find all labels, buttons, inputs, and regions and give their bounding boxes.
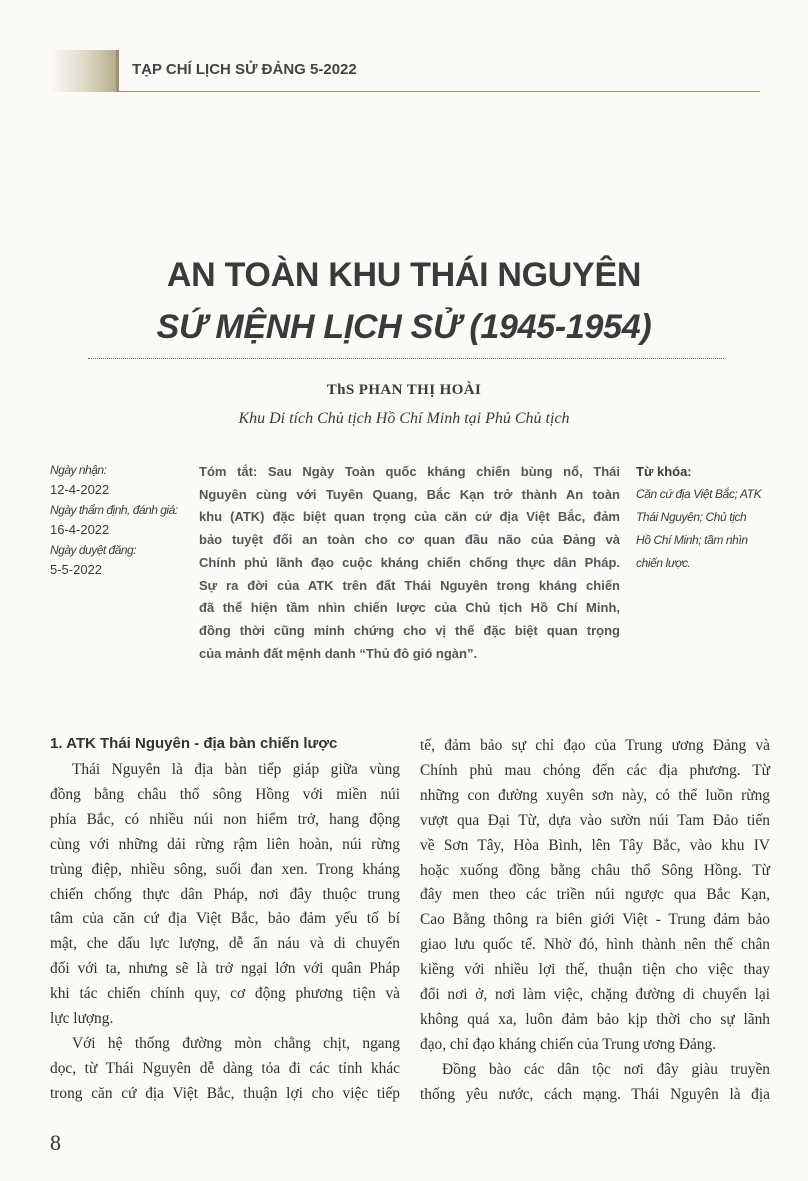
author-name: ThS PHAN THỊ HOÀI (326, 382, 482, 398)
approved-date: 5-5-2022 (50, 562, 103, 577)
text-line: đạo, chỉ đạo kháng chiến của Trung ương Đảng. (420, 1035, 717, 1053)
text-line: trùng điệp, nhiều sông, suối đan xen. Trong kháng (50, 860, 400, 878)
keywords-line: Căn cứ địa Việt Bắc; ATK (636, 487, 762, 501)
text-line: đối với ta, nhưng sẽ là trở ngại lớn với quân Pháp (50, 960, 400, 978)
page-number: 8 (50, 1130, 61, 1155)
author-affiliation: Khu Di tích Chủ tịch Hồ Chí Minh tại Phủ Chủ tịch (238, 410, 570, 427)
body-column-left (50, 732, 400, 1107)
title-divider (88, 358, 724, 359)
section-heading: 1. ATK Thái Nguyên - địa bàn chiến lược (50, 735, 338, 752)
abstract-line: của mảnh đất mệnh danh “Thủ đô gió ngàn”. (199, 645, 478, 661)
text-line: khi tác chiến chính quy, cơ động phương tiện và (50, 985, 400, 1003)
keywords-line: Hồ Chí Minh; tầm nhìn (636, 533, 748, 547)
text-line: mật, che dấu lực lượng, dễ ẩn náu và di chuyển (50, 935, 400, 953)
abstract-line: đã thể hiện tầm nhìn chiến lược của Chủ tịch Hồ Chí Minh, (199, 600, 620, 616)
text-line: Với hệ thống đường mòn chằng chịt, ngang (72, 1034, 400, 1052)
received-label: Ngày nhận: (50, 463, 107, 477)
article-dates (50, 461, 190, 581)
text-line: thống yêu nước, cách mạng. Thái Nguyên là địa (420, 1085, 770, 1103)
text-line: Cao Bằng thông ra biên giới Việt - Trung đảm bảo (420, 911, 770, 929)
text-line: cùng với những dải rừng rậm liên hoàn, núi rừng (50, 835, 400, 853)
text-line: về Sơn Tây, Hòa Bình, lên Tây Bắc, vào khu IV (420, 836, 770, 854)
reviewed-date: 16-4-2022 (50, 522, 110, 537)
paragraph (50, 758, 400, 1032)
abstract-line: Nguyên cùng với Tuyên Quang, Bắc Kạn trở thành An toàn (199, 486, 620, 502)
paragraph (420, 1058, 770, 1108)
header-rule (116, 91, 760, 92)
text-line: vượt qua Đại Từ, dựa vào sườn núi Tam Đảo tiến (420, 811, 770, 829)
abstract-line: khu (ATK) đặc biệt quan trọng của căn cứ địa Việt Bắc, đảm (199, 509, 620, 525)
text-line: chiến chống thực dân Pháp, nơi đây thuộc trung (50, 885, 400, 903)
text-line: kiềng với nhiều lợi thế, thuận tiện cho việc thay (420, 961, 770, 979)
text-line: đồng bằng châu thổ sông Hồng với miền núi (50, 785, 400, 803)
body-column-right (420, 734, 770, 1108)
abstract-line: Chính phủ lãnh đạo cuộc kháng chiến chống thực dân Pháp. (199, 554, 620, 570)
abstract (199, 461, 620, 665)
text-line: không quá xa, luôn đảm bảo kịp thời cho sự lãnh (420, 1010, 770, 1028)
text-line: Đồng bào các dân tộc nơi đây giàu truyền (442, 1060, 770, 1078)
text-line: đổi nơi ở, nơi làm việc, chặng đường di chuyển lại (420, 986, 770, 1004)
text-line: phía Bắc, có nhiều núi non hiểm trở, hang động (50, 810, 400, 828)
text-line: tế, đảm bảo sự chỉ đạo của Trung ương Đảng và (420, 737, 770, 754)
keywords-label: Từ khóa: (636, 464, 692, 479)
article-title-line1: AN TOÀN KHU THÁI NGUYÊN (166, 256, 642, 294)
text-line: đây men theo các triền núi ngược qua Bắc Kạn, (420, 886, 770, 904)
text-line: giao lưu quốc tế. Nhờ đó, hình thành nên thế chân (420, 936, 770, 954)
keywords-line: chiến lược. (636, 556, 691, 570)
paragraph (50, 1032, 400, 1107)
abstract-line: bảo tuyệt đối an toàn cho cơ quan đầu não của Đảng và (199, 532, 620, 548)
header-accent-bar (116, 50, 119, 92)
text-line: lực lượng. (50, 1010, 114, 1028)
text-line: tâm của căn cứ địa Việt Bắc, bảo đảm yếu tố bí (50, 910, 400, 928)
article-title-line2: SỨ MỆNH LỊCH SỬ (1945-1954) (156, 308, 652, 346)
abstract-line: Tóm tắt: Sau Ngày Toàn quốc kháng chiến bùng nổ, Thái (199, 464, 620, 479)
keywords (636, 461, 766, 575)
received-date: 12-4-2022 (50, 482, 110, 497)
abstract-line: đồng thời cũng minh chứng cho vị thế đặc biệt quan trọng (199, 622, 620, 638)
header-accent-tab (50, 50, 116, 92)
journal-header (50, 50, 760, 92)
text-line: hoặc xuống đồng bằng châu thổ Sông Hồng. Từ (420, 861, 770, 879)
text-line: trong căn cứ địa Việt Bắc, thuận lợi cho việc tiếp (50, 1084, 400, 1102)
abstract-line: Sự ra đời của ATK trên đất Thái Nguyên trong kháng chiến (199, 577, 620, 593)
reviewed-label: Ngày thẩm định, đánh giá: (50, 503, 178, 517)
journal-title: TẠP CHÍ LỊCH SỬ ĐẢNG 5-2022 (132, 61, 357, 78)
approved-label: Ngày duyệt đăng: (50, 543, 137, 557)
text-line: Chính phủ mau chóng đến các địa phương. Từ (420, 761, 770, 779)
text-line: những con đường xuyên sơn này, có thể luồn rừng (420, 786, 770, 804)
keywords-line: Thái Nguyên; Chủ tịch (636, 510, 747, 524)
text-line: Thái Nguyên là địa bàn tiếp giáp giữa vùng (72, 761, 400, 778)
paragraph (420, 734, 770, 1058)
text-line: dọc, từ Thái Nguyên dễ dàng tỏa đi các tỉnh khác (50, 1059, 400, 1077)
